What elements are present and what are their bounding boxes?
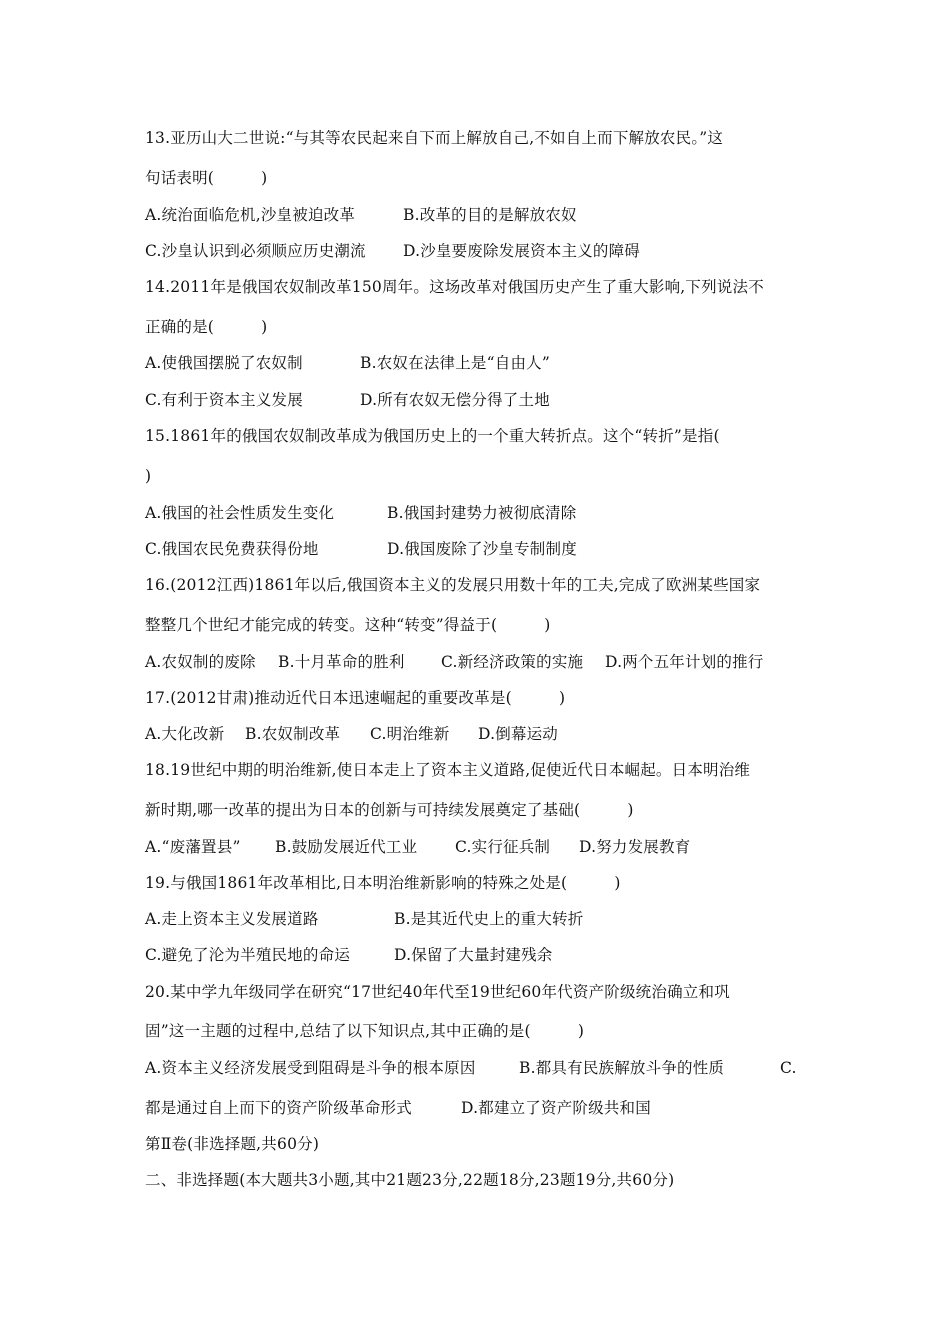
q20-option-c-label: C. xyxy=(780,1059,797,1077)
q15-option-c: C.俄国农民免费获得份地 xyxy=(145,540,319,558)
q14-options-row1 xyxy=(145,353,550,373)
q19-option-d: D.保留了大量封建残余 xyxy=(394,946,553,964)
q18-option-b: B.鼓励发展近代工业 xyxy=(275,838,418,856)
q13-option-b: B.改革的目的是解放农奴 xyxy=(403,206,577,224)
q16-option-d: D.两个五年计划的推行 xyxy=(605,653,764,671)
section-title: 第Ⅱ卷(非选择题,共60分) xyxy=(145,1135,320,1153)
q13-options-row2 xyxy=(145,241,640,261)
q15-stem-cont: ) xyxy=(145,467,152,485)
q20-options-row1 xyxy=(145,1058,797,1078)
q16-option-a: A.农奴制的废除 xyxy=(145,653,256,671)
q14-option-c: C.有利于资本主义发展 xyxy=(145,391,303,409)
q15-stem: 15.1861年的俄国农奴制改革成为俄国历史上的一个重大转折点。这个“转折”是指( xyxy=(145,427,720,445)
q20-options-row2 xyxy=(145,1098,651,1118)
q15-option-d: D.俄国废除了沙皇专制制度 xyxy=(387,540,577,558)
q17-option-b: B.农奴制改革 xyxy=(245,725,341,743)
q13-stem: 13.亚历山大二世说:“与其等农民起来自下而上解放自己,不如自上而下解放农民。”这 xyxy=(145,129,724,147)
q18-option-c: C.实行征兵制 xyxy=(455,838,551,856)
q19-option-a: A.走上资本主义发展道路 xyxy=(145,910,319,928)
q13-option-a: A.统治面临危机,沙皇被迫改革 xyxy=(145,206,356,224)
q18-option-d: D.努力发展教育 xyxy=(579,838,691,856)
section-heading: 二、非选择题(本大题共3小题,其中21题23分,22题18分,23题19分,共60分) xyxy=(145,1171,675,1189)
q20-option-d: D.都建立了资产阶级共和国 xyxy=(461,1099,651,1117)
q20-stem: 20.某中学九年级同学在研究“17世纪40年代至19世纪60年代资产阶级统治确立和巩 xyxy=(145,983,730,1001)
q14-stem-cont: 正确的是( ) xyxy=(145,318,268,336)
q20-option-b: B.都具有民族解放斗争的性质 xyxy=(519,1059,725,1077)
q13-option-d: D.沙皇要废除发展资本主义的障碍 xyxy=(403,242,641,260)
q18-options-row xyxy=(145,837,690,857)
q13-options-row1 xyxy=(145,205,577,225)
q19-option-c: C.避免了沦为半殖民地的命运 xyxy=(145,946,351,964)
q16-stem-cont: 整整几个世纪才能完成的转变。这种“转变”得益于( ) xyxy=(145,616,551,634)
q17-option-d: D.倒幕运动 xyxy=(478,725,559,743)
q13-option-c: C.沙皇认识到必须顺应历史潮流 xyxy=(145,242,366,260)
q15-option-a: A.俄国的社会性质发生变化 xyxy=(145,504,335,522)
q17-option-c: C.明治维新 xyxy=(370,725,450,743)
q20-stem-cont: 固”这一主题的过程中,总结了以下知识点,其中正确的是( ) xyxy=(145,1022,585,1040)
q15-options-row1 xyxy=(145,503,576,523)
q17-option-a: A.大化改新 xyxy=(145,725,225,743)
q18-stem-cont: 新时期,哪一改革的提出为日本的创新与可持续发展奠定了基础( ) xyxy=(145,801,634,819)
q19-options-row1 xyxy=(145,909,583,929)
q16-option-c: C.新经济政策的实施 xyxy=(441,653,584,671)
q16-option-b: B.十月革命的胜利 xyxy=(278,653,405,671)
q18-option-a: A.“废藩置县” xyxy=(145,838,241,856)
q16-options-row xyxy=(145,652,764,672)
q17-stem: 17.(2012甘肃)推动近代日本迅速崛起的重要改革是( ) xyxy=(145,689,566,707)
q15-options-row2 xyxy=(145,539,577,559)
q14-stem: 14.2011年是俄国农奴制改革150周年。这场改革对俄国历史产生了重大影响,下列说法不 xyxy=(145,278,764,296)
q15-option-b: B.俄国封建势力被彻底清除 xyxy=(387,504,577,522)
q20-option-c-text: 都是通过自上而下的资产阶级革命形式 xyxy=(145,1099,412,1117)
q14-option-a: A.使俄国摆脱了农奴制 xyxy=(145,354,303,372)
q19-stem: 19.与俄国1861年改革相比,日本明治维新影响的特殊之处是( ) xyxy=(145,874,621,892)
q19-option-b: B.是其近代史上的重大转折 xyxy=(394,910,584,928)
q20-option-a: A.资本主义经济发展受到阻碍是斗争的根本原因 xyxy=(145,1059,476,1077)
q14-option-b: B.农奴在法律上是“自由人” xyxy=(360,354,550,372)
q14-option-d: D.所有农奴无偿分得了土地 xyxy=(360,391,550,409)
q17-options-row xyxy=(145,724,558,744)
q19-options-row2 xyxy=(145,945,553,965)
q14-options-row2 xyxy=(145,390,550,410)
q13-stem-cont: 句话表明( ) xyxy=(145,169,268,187)
q18-stem: 18.19世纪中期的明治维新,使日本走上了资本主义道路,促使近代日本崛起。日本明治维 xyxy=(145,761,751,779)
q16-stem: 16.(2012江西)1861年以后,俄国资本主义的发展只用数十年的工夫,完成了欧洲某些国家 xyxy=(145,576,761,594)
